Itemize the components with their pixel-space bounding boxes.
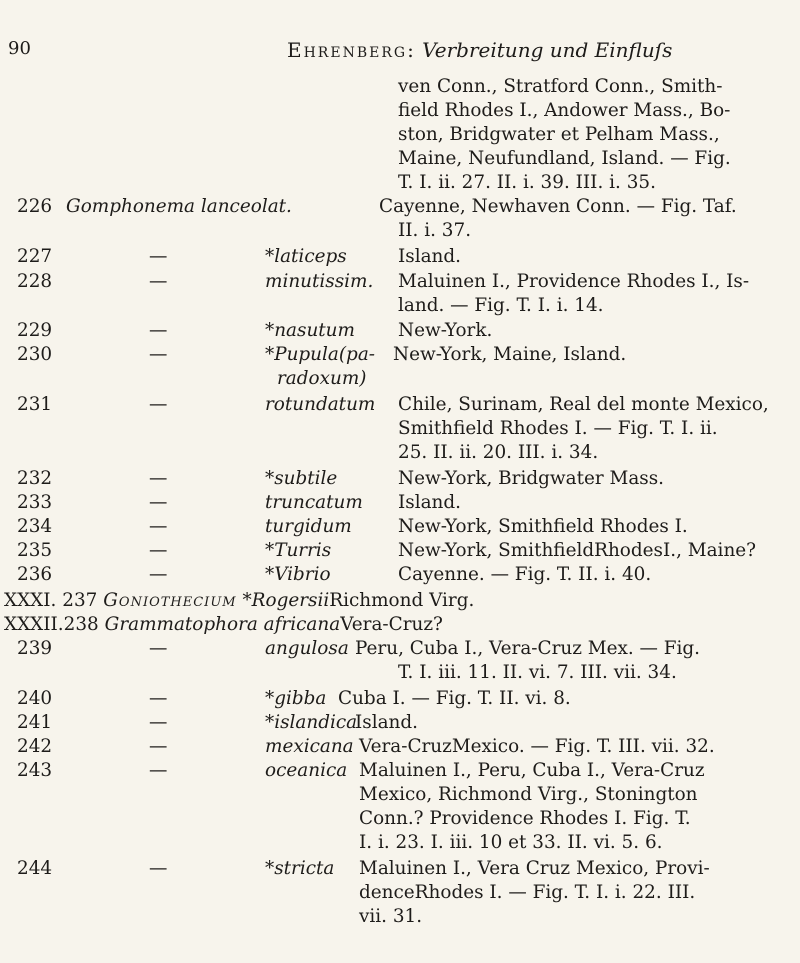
entry-locality: Maluinen I., Vera Cruz Mexico, Provi- <box>359 858 710 879</box>
entry-number: 235 <box>17 540 53 561</box>
entry-locality: Chile, Surinam, Real del monte Mexico, <box>398 394 769 415</box>
ditto-dash: — <box>149 492 168 513</box>
entry-number: 234 <box>17 516 53 537</box>
species-name: oceanica <box>265 760 348 781</box>
section-roman: XXXI. <box>4 590 57 611</box>
species-name: *stricta <box>265 858 335 879</box>
entry-number: 238 <box>63 614 99 635</box>
species-name: *laticeps <box>265 246 347 267</box>
species-name: *subtile <box>265 468 338 489</box>
section-roman: XXXII. <box>4 614 64 635</box>
species-name: *Vibrio <box>265 564 331 585</box>
species-name: *nasutum <box>265 320 355 341</box>
entry-locality: Richmond Virg. <box>329 590 475 611</box>
species-name-continuation: radoxum) <box>277 368 367 389</box>
species-name: *Pupula(pa- <box>265 344 376 365</box>
entry-locality: Island. <box>398 492 462 513</box>
entry-locality: New-York, Smithfield Rhodes I. <box>398 516 688 537</box>
genus-heading-xxxii <box>4 613 443 636</box>
ditto-dash: — <box>149 540 168 561</box>
entry-locality: II. i. 37. <box>398 220 472 241</box>
entry-number: 233 <box>17 492 53 513</box>
entry-locality: 25. II. ii. 20. III. i. 34. <box>398 442 599 463</box>
entry-locality: T. I. iii. 11. II. vi. 7. III. vii. 34. <box>398 662 677 683</box>
species-name: rotundatum <box>265 394 376 415</box>
entry-number: 226 <box>17 196 53 217</box>
author-name: Ehrenberg <box>287 38 408 62</box>
entry-number: 232 <box>17 468 53 489</box>
entry-locality: Smithfield Rhodes I. — Fig. T. I. ii. <box>398 418 718 439</box>
species-name: *gibba <box>265 688 327 709</box>
entry-locality: vii. 31. <box>359 906 423 927</box>
entry-locality: Island. <box>355 712 419 733</box>
species-name: minutissim. <box>265 271 374 292</box>
entry-locality: Island. <box>398 246 462 267</box>
entry-number: 231 <box>17 394 53 415</box>
entry-locality: New-York, Maine, Island. <box>393 344 627 365</box>
entry-number: 244 <box>17 858 53 879</box>
intro-line: ven Conn., Stratford Conn., Smith- <box>398 76 723 97</box>
entry-number: 236 <box>17 564 53 585</box>
entry-locality: Maluinen I., Peru, Cuba I., Vera-Cruz <box>359 760 705 781</box>
page-number: 90 <box>8 38 31 59</box>
ditto-dash: — <box>149 394 168 415</box>
entry-locality: New-York. <box>398 320 493 341</box>
species-name: *islandica <box>265 712 358 733</box>
species-name: truncatum <box>265 492 363 513</box>
ditto-dash: — <box>149 516 168 537</box>
entry-number: 243 <box>17 760 53 781</box>
entry-locality: Conn.? Providence Rhodes I. Fig. T. <box>359 808 691 829</box>
entry-locality: Vera-CruzMexico. — Fig. T. III. vii. 32. <box>359 736 715 757</box>
entry-number: 229 <box>17 320 53 341</box>
intro-line: ston, Bridgwater et Pelham Mass., <box>398 124 720 145</box>
ditto-dash: — <box>149 688 168 709</box>
ditto-dash: — <box>149 760 168 781</box>
species-name: Grammatophora africana <box>104 614 341 635</box>
entry-number: 227 <box>17 246 53 267</box>
book-title: Verbreitung und Einfluſs <box>422 38 673 62</box>
entry-locality: I. i. 23. I. iii. 10 et 33. II. vi. 5. 6. <box>359 832 663 853</box>
entry-number: 239 <box>17 638 53 659</box>
genus-name: Goniothecium <box>103 590 237 611</box>
species-name: turgidum <box>265 516 352 537</box>
entry-locality: land. — Fig. T. I. i. 14. <box>398 295 604 316</box>
intro-line: Maine, Neufundland, Island. — Fig. <box>398 148 731 169</box>
ditto-dash: — <box>149 468 168 489</box>
entry-locality: Cayenne, Newhaven Conn. — Fig. Taf. <box>379 196 737 217</box>
ditto-dash: — <box>149 858 168 879</box>
ditto-dash: — <box>149 246 168 267</box>
entry-locality: New-York, SmithfieldRhodesI., Maine? <box>398 540 757 561</box>
entry-number: 230 <box>17 344 53 365</box>
entry-number: 241 <box>17 712 53 733</box>
running-header <box>0 38 800 68</box>
entry-locality: denceRhodes I. — Fig. T. I. i. 22. III. <box>359 882 696 903</box>
intro-line: field Rhodes I., Andower Mass., Bo- <box>398 100 731 121</box>
entry-locality: Peru, Cuba I., Vera-Cruz Mex. — Fig. <box>355 638 701 659</box>
intro-line: T. I. ii. 27. II. i. 39. III. i. 35. <box>398 172 656 193</box>
entry-locality: Cuba I. — Fig. T. II. vi. 8. <box>338 688 571 709</box>
entry-locality: Mexico, Richmond Virg., Stonington <box>359 784 698 805</box>
species-name: angulosa <box>265 638 349 659</box>
ditto-dash: — <box>149 564 168 585</box>
species-name: *Rogersii <box>242 590 330 611</box>
entry-locality: Cayenne. — Fig. T. II. i. 40. <box>398 564 652 585</box>
entry-locality: New-York, Bridgwater Mass. <box>398 468 665 489</box>
entry-locality: Vera-Cruz? <box>340 614 443 635</box>
entry-number: 242 <box>17 736 53 757</box>
ditto-dash: — <box>149 344 168 365</box>
species-name: *Turris <box>265 540 332 561</box>
entry-locality: Maluinen I., Providence Rhodes I., Is- <box>398 271 750 292</box>
ditto-dash: — <box>149 736 168 757</box>
species-name: mexicana <box>265 736 354 757</box>
ditto-dash: — <box>149 712 168 733</box>
ditto-dash: — <box>149 271 168 292</box>
header-separator: : <box>407 38 415 62</box>
genus-heading-xxxi <box>4 589 474 612</box>
ditto-dash: — <box>149 320 168 341</box>
species-name: Gomphonema lanceolat. <box>66 196 292 217</box>
running-title <box>287 38 672 62</box>
entry-number: 237 <box>62 590 98 611</box>
ditto-dash: — <box>149 638 168 659</box>
entry-number: 228 <box>17 271 53 292</box>
entry-number: 240 <box>17 688 53 709</box>
